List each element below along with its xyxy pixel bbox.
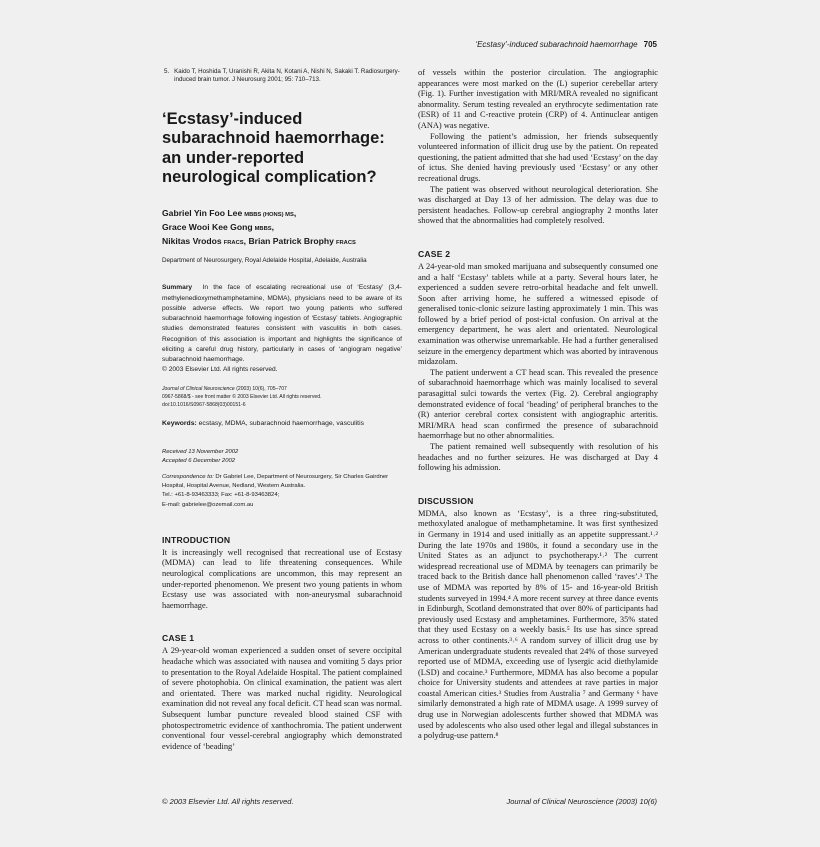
keywords-text: ecstasy, MDMA, subarachnoid haemorrhage, vasculitis: [198, 420, 364, 428]
summary-label: Summary: [162, 284, 193, 292]
summary-block: [162, 283, 402, 375]
running-header-title: ‘Ecstasy’-induced subarachnoid haemorrhage: [475, 40, 638, 49]
author-name: Nikitas Vrodos: [162, 236, 222, 247]
author-qualification: MBBS (HONS) MS: [244, 211, 294, 218]
case1-section: [162, 633, 402, 752]
author-name: Brian Patrick Brophy: [248, 236, 334, 247]
author-list: Gabriel Yin Foo Lee MBBS (HONS) MS, Grace Wooi Kee Gong MBBS, Nikitas Vrodos FRACS, Brian Patrick Brophy FRACS: [162, 207, 356, 247]
received-date: Received 13 November 2002: [162, 449, 239, 456]
author-qualification: MBBS: [254, 225, 272, 232]
discussion-section: [418, 496, 658, 742]
section-heading: INTRODUCTION: [162, 534, 231, 545]
paragraph: It is increasingly well recognised that recreational use of Ecstasy (MDMA) can lead to life threatening consequences. While neurological complications are uncommon, this may represent an under-reported phenomenon. We present two young patients in whom Ecstasy use was associated with non-aneurysmal subarachnoid haemorrhage.: [162, 547, 402, 610]
page-number: 705: [643, 40, 657, 49]
paragraph: Following the patient’s admission, her friends subsequently volunteered information of illicit drug use by the patient. On repeated questioning, the patient admitted that she had used ‘Ecstasy’ on the day of ictus. She denied having previously used ‘Ecstasy’ or any other recreational drugs.: [418, 131, 658, 183]
journal-citation: (2003) 10(6), 705–707: [236, 386, 287, 393]
right-column: [418, 68, 658, 742]
paragraph: The patient was observed without neurological deterioration. She was discharged at Day 13 of her admission. The delay was due to persistent headaches. Follow-up cerebral angiography 2 months later showed that the abnormalities had completely resolved.: [418, 184, 658, 226]
running-header: [475, 40, 657, 49]
case2-section: [418, 249, 658, 474]
paragraph: The patient remained well subsequently with resolution of his headaches and no further seizures. He was discharged at Day 4 following his admission.: [418, 442, 658, 473]
correspondence: [162, 473, 402, 510]
author-name: Grace Wooi Kee Gong: [162, 221, 253, 232]
correspondence-email: E-mail: gabrielee@ozemail.com.au: [162, 501, 254, 508]
paragraph: MDMA, also known as ‘Ecstasy’, is a three ring-substituted, methoxylated analogue of methamphetamine. It was first synthesized in Germany in 1914 and used initially as an appetite suppressant.¹˒² During the late 1970s and 1980s, it found a secondary use in the United States as an adjunct to psychotherapy.¹˒² The current widespread recreational use of MDMA by teenagers can primarily be traced back to the British dance hall phenomenon called ‘raves’.³ The use of MDMA was reported by 8% of 15- and 16-year-old British students surveyed in 1994.⁴ A more recent survey at three dance events in Edinburgh, Scotland demonstrated that over 80% of participants had previously used Ecstasy and amphetamines. Furthermore, 35% stated that they used Ecstasy on a weekly basis.⁵ Its use has since spread across to other continents.³˒⁶ A random survey of illicit drug use by American undergraduate students revealed that 24% of those surveyed reported use of MDMA, exceeding use of lysergic acid diethylamide (LSD) and cocaine.³ Furthermore, MDMA has also become a popular choice for University students and attendees at rave parties in major coastal American cities.³ Studies from Australia ⁷ and Germany ⁶ have similarly demonstrated a high rate of MDMA usage. A 1999 survey of drug use in Norwegian adolescents further showed that MDMA was used by adolescents who also used other legal and illegal substances in a polydrug-use pattern.⁸: [418, 508, 658, 741]
journal-name: Journal of Clinical Neuroscience: [162, 386, 235, 393]
section-heading: CASE 2: [418, 248, 451, 259]
reference-text: Kaido T, Hoshida T, Uranishi R, Akita N, Kotani A, Nishi N, Sakaki T. Radiosurgery-induced brain tumor. J Neurosurg 2001; 95: 710–713.: [174, 68, 400, 84]
correspondence-tel: Tel.: +61-8-93463333; Fax: +61-8-93463824;: [162, 492, 280, 499]
paragraph: A 24-year-old man smoked marijuana and subsequently consumed one and a half ‘Ecstasy’ tablets while at a party. Several hours later, he experienced a sudden severe retro-orbital headache and felt unwell. Soon after arriving home, he suffered a witnessed episode of generalised tonic-clonic seizure lasting approximately 1 min. This was followed by a brief period of post-ictal confusion. On arrival at the emergency department, he was alert and orientated. Neurological examination was otherwise unremarkable. He had a further generalised seizure in the emergency department which was aborted by intravenous midazolam.: [418, 261, 658, 367]
paragraph: The patient underwent a CT head scan. This revealed the presence of subarachnoid haemorrhage which was mainly localised to several parasagittal sulci towards the vertex (Fig. 2). Cerebral angiography demonstrated evidence of focal ‘beading’ of peripheral branches to the (R) anterior cerebral cortex consistent with angiographic arteritis. MRI/MRA head scan confirmed the presence of subarachnoid haemorrhage but no other abnormalities.: [418, 367, 658, 441]
section-heading: DISCUSSION: [418, 495, 474, 506]
footer-journal: Journal of Clinical Neuroscience (2003) 10(6): [506, 797, 657, 806]
paragraph: of vessels within the posterior circulation. The angiographic appearances were most marked on the (L) superior cerebellar artery (Fig. 1). Further investigation with MRI/MRA revealed no significant abnormality. Serum testing revealed an erythrocyte sedimentation rate (ESR) of 11 and C-reactive protein (CRP) of 4. Antinuclear antigen (ANA) was negative.: [418, 68, 658, 130]
article-title: ‘Ecstasy’-induced subarachnoid haemorrhage: an under-reported neurological complication?: [162, 109, 385, 187]
reference-entry: [162, 68, 402, 85]
left-column: [162, 68, 402, 752]
correspondence-text: Dr Gabriel Lee, Department of Neurosurgery, Sir Charles Gairdner Hospital, Hospital Avenue, Nedland, Western Australia.: [162, 474, 389, 490]
author-name: Gabriel Yin Foo Lee: [162, 207, 243, 218]
correspondence-label: Correspondence to:: [162, 474, 214, 481]
summary-text: In the face of escalating recreational use of ‘Ecstasy’ (3,4-methylenedioxymethamphetamine, MDMA), physicians need to be aware of its possible adverse effects. We report two young patients who suffered subarachnoid haemorrhage following ingestion of ‘Ecstasy’ tablets. Angiographic studies demonstrated features consistent with vasculitis in both cases. Recognition of this association is important and highlights the significance of eliciting a careful drug history, particularly in cases of ‘angiogram negative’ subarachnoid haemorrhage.: [162, 284, 402, 363]
publication-meta: [162, 386, 402, 410]
summary-copyright: © 2003 Elsevier Ltd. All rights reserved.: [162, 366, 278, 374]
accepted-date: Accepted 6 December 2002: [162, 458, 236, 465]
affiliation: Department of Neurosurgery, Royal Adelaide Hospital, Adelaide, Australia: [162, 257, 367, 265]
section-heading: CASE 1: [162, 633, 195, 644]
article-dates: [162, 448, 402, 466]
doi-line: doi:10.1016/S0967-5868(03)00151-6: [162, 402, 246, 409]
paragraph: A 29-year-old woman experienced a sudden onset of severe occipital headache which was associated with nausea and vomiting 5 days prior to presentation to the Royal Adelaide Hospital. The patient complained of severe photophobia. On clinical examination, the patient was alert and orientated. There was marked nuchal rigidity. Neurological examination did not reveal any focal deficit. CT head scan was normal. Subsequent lumbar puncture revealed blood stained CSF with photospectrometric evidence of xanthochromia. The patient underwent conventional four vessel-cerebral angiography which demonstrated evidence of ‘beading’: [162, 646, 402, 751]
author-qualification: FRACS: [223, 240, 244, 247]
footer-copyright: © 2003 Elsevier Ltd. All rights reserved.: [162, 797, 294, 806]
introduction-section: [162, 535, 402, 612]
reference-number: 5.: [164, 68, 170, 75]
author-qualification: FRACS: [335, 240, 356, 247]
keywords: [162, 419, 402, 428]
issn-line: 0967-5868/$ - see front matter © 2003 Elsevier Ltd. All rights reserved.: [162, 394, 322, 401]
keywords-label: Keywords:: [162, 420, 197, 428]
